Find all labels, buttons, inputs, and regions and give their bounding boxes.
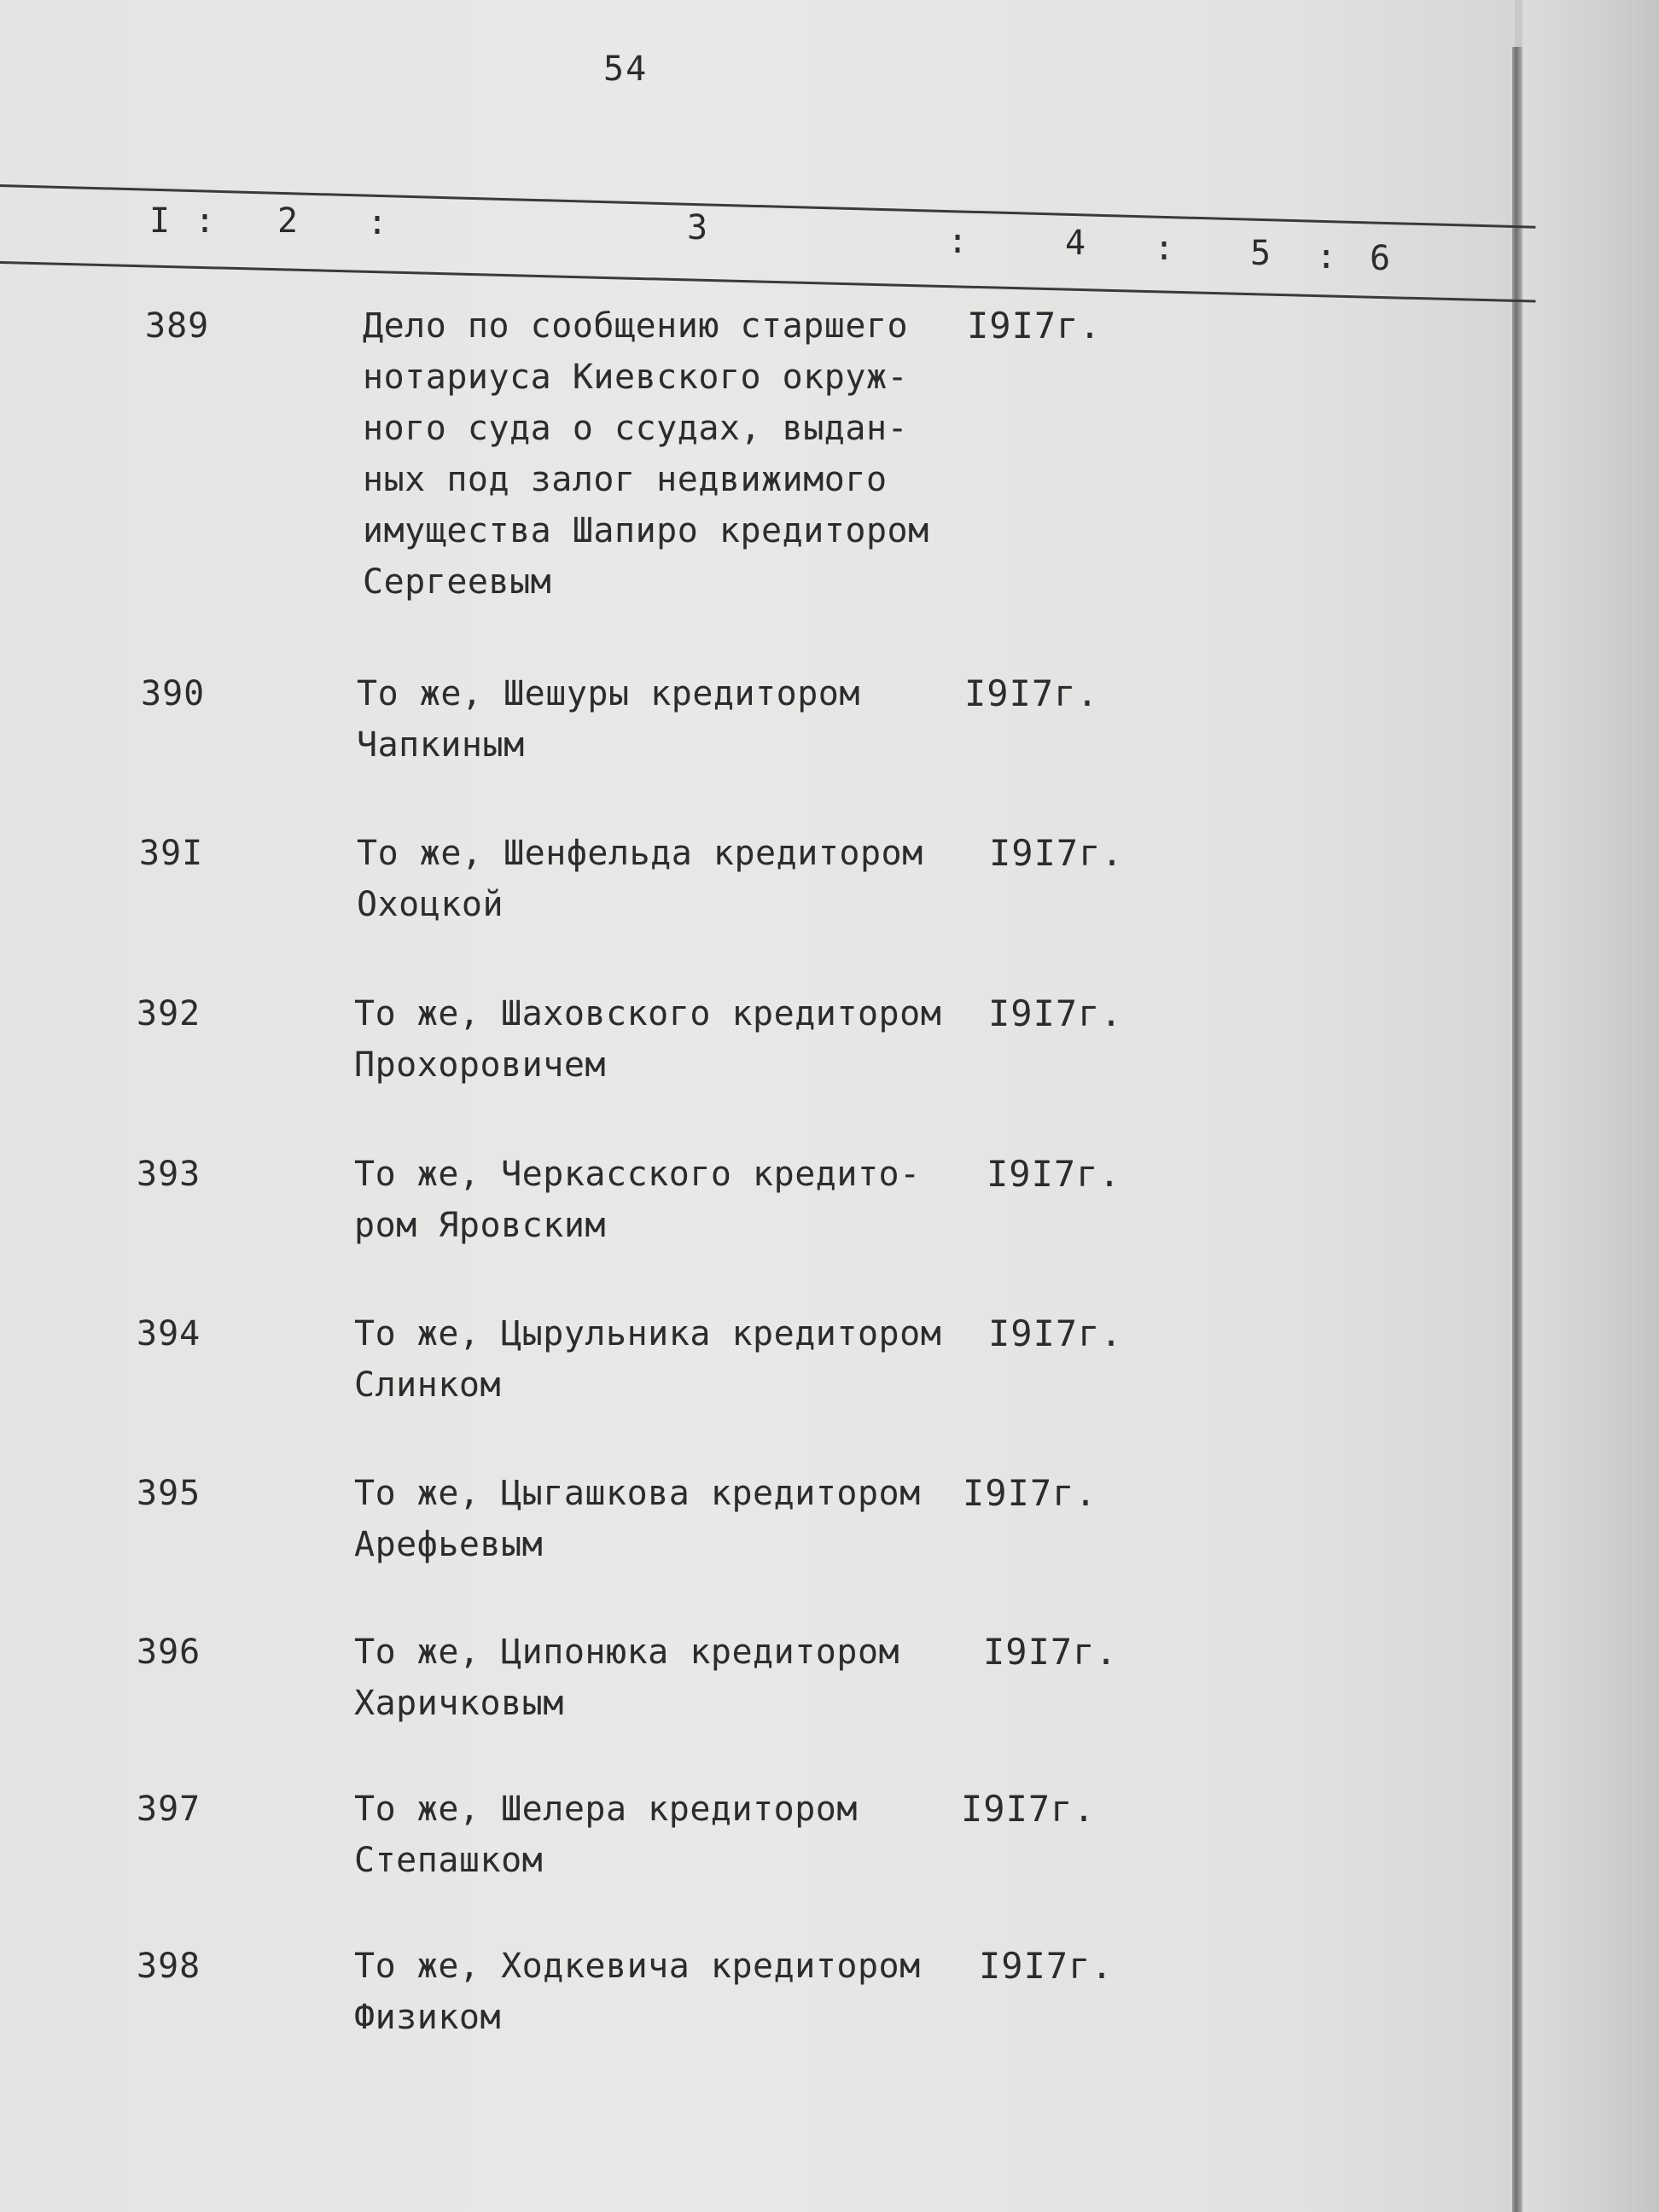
column-4-header: 4 <box>1065 224 1086 263</box>
entry-number: 395 <box>137 1474 201 1513</box>
entry-year: I9I7г. <box>983 1631 1118 1673</box>
entry-year: I9I7г. <box>963 1472 1097 1514</box>
entry-year: I9I7г. <box>964 672 1099 714</box>
entry-number: 392 <box>137 994 201 1033</box>
entry-number: 393 <box>137 1155 201 1194</box>
entry-description: То же, Шелера кредитором Степашком <box>354 1790 858 1880</box>
entry-number: 39I <box>139 834 204 873</box>
page-edge <box>1512 47 1522 2212</box>
entry-description: То же, Цырульника кредитором Слинком <box>354 1314 942 1405</box>
column-3-header: 3 <box>687 208 708 247</box>
entry-year: I9I7г. <box>979 1945 1114 1987</box>
column-separator: : <box>195 201 216 241</box>
entry-year: I9I7г. <box>961 1788 1096 1830</box>
column-2-header: 2 <box>277 201 299 241</box>
column-separator: : <box>367 203 388 242</box>
entry-number: 396 <box>137 1633 201 1672</box>
entry-number: 397 <box>137 1790 201 1829</box>
column-1-header: I <box>149 201 171 241</box>
entry-description: То же, Шаховского кредитором Прохоровичем <box>354 994 942 1085</box>
column-separator: : <box>1154 229 1175 268</box>
entry-description: То же, Цыгашкова кредитором Арефьевым <box>354 1474 921 1564</box>
entry-description: Дело по сообщению старшего нотариуса Киевского окруж- ного суда о ссудах, выдан- ных под залог недвижимого имущества Шапиро кредитором Сергеевым <box>363 306 929 602</box>
entry-number: 398 <box>137 1947 201 1986</box>
entry-number: 390 <box>141 674 206 713</box>
column-5-header: 5 <box>1250 234 1272 273</box>
entry-number: 389 <box>145 306 210 346</box>
page-number: 54 <box>603 49 649 89</box>
entry-description: То же, Шешуры кредитором Чапкиным <box>357 674 860 765</box>
entry-year: I9I7г. <box>988 992 1123 1034</box>
entry-year: I9I7г. <box>988 1313 1123 1354</box>
entry-year: I9I7г. <box>967 305 1102 346</box>
column-separator: : <box>947 222 969 261</box>
entry-description: То же, Черкасского кредито- ром Яровским <box>354 1155 921 1245</box>
entry-year: I9I7г. <box>989 832 1124 874</box>
entry-description: То же, Ципонюка кредитором Харичковым <box>354 1633 900 1723</box>
underlying-page <box>1522 0 1659 2212</box>
entry-description: То же, Шенфельда кредитором Охоцкой <box>357 834 923 924</box>
entry-year: I9I7г. <box>987 1153 1121 1195</box>
column-separator: : <box>1316 237 1337 276</box>
column-6-header: 6 <box>1370 239 1391 278</box>
entry-number: 394 <box>137 1314 201 1353</box>
entry-description: То же, Ходкевича кредитором Физиком <box>354 1947 921 2037</box>
